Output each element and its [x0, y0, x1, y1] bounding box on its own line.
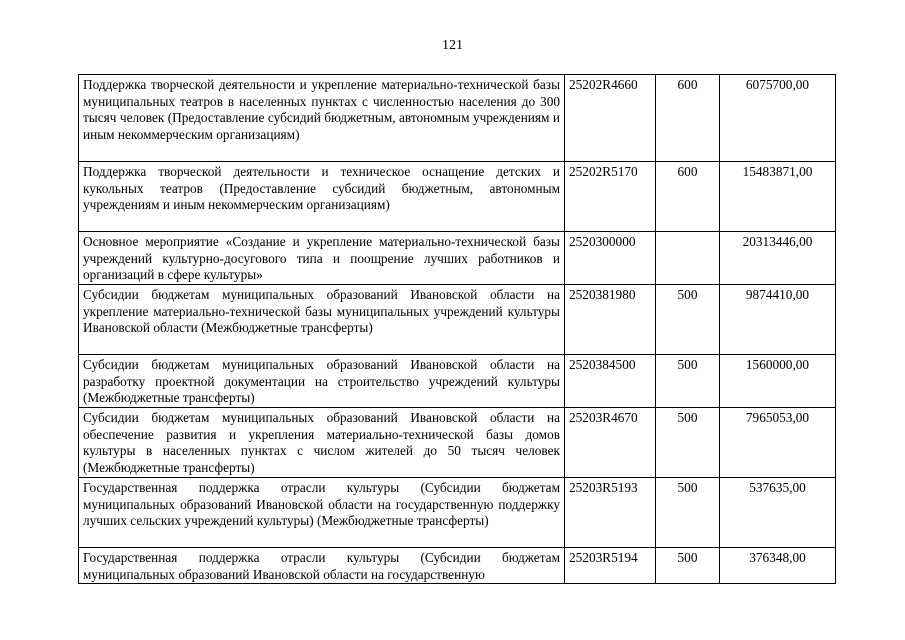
- row-amount: 537635,00: [720, 478, 836, 548]
- table-row: [79, 478, 836, 548]
- table-row: [79, 355, 836, 408]
- table-row: [79, 408, 836, 478]
- row-code: 25203R5193: [565, 478, 656, 548]
- row-description: Поддержка творческой деятельности и укрепление материально-технической базы муниципальных театров в населенных пунктах с численностью населения до 300 тысяч человек (Предоставление субсидий бюджетным, автономным учреждениям и иным некоммерческим организациям): [79, 75, 565, 162]
- row-expense-type: 500: [656, 478, 720, 548]
- row-amount: 376348,00: [720, 548, 836, 584]
- row-expense-type: 500: [656, 408, 720, 478]
- row-amount: 6075700,00: [720, 75, 836, 162]
- row-expense-type: 500: [656, 285, 720, 355]
- row-code: 2520300000: [565, 232, 656, 285]
- row-code: 25203R5194: [565, 548, 656, 584]
- budget-table: [78, 74, 836, 584]
- row-description: Субсидии бюджетам муниципальных образований Ивановской области на обеспечение развития и укрепления материально-технической базы домов культуры в населенных пунктах с числом жителей до 50 тысяч человек (Межбюджетные трансферты): [79, 408, 565, 478]
- row-amount: 20313446,00: [720, 232, 836, 285]
- table-row: [79, 75, 836, 162]
- row-code: 25202R5170: [565, 162, 656, 232]
- row-expense-type: 600: [656, 162, 720, 232]
- row-code: 25203R4670: [565, 408, 656, 478]
- row-amount: 7965053,00: [720, 408, 836, 478]
- row-description: Поддержка творческой деятельности и техническое оснащение детских и кукольных театров (Предоставление субсидий бюджетным, автономным учреждениям и иным некоммерческим организациям): [79, 162, 565, 232]
- table-row: [79, 232, 836, 285]
- row-description: Основное мероприятие «Создание и укрепление материально-технической базы учреждений культурно-досугового типа и поощрение лучших работников и организаций в сфере культуры»: [79, 232, 565, 285]
- row-expense-type: [656, 232, 720, 285]
- row-code: 25202R4660: [565, 75, 656, 162]
- row-code: 2520384500: [565, 355, 656, 408]
- row-expense-type: 500: [656, 355, 720, 408]
- row-amount: 1560000,00: [720, 355, 836, 408]
- row-description: Государственная поддержка отрасли культуры (Субсидии бюджетам муниципальных образований Ивановской области на государственную: [79, 548, 565, 584]
- row-amount: 15483871,00: [720, 162, 836, 232]
- page-number: 121: [442, 38, 463, 53]
- table-row: [79, 162, 836, 232]
- row-description: Субсидии бюджетам муниципальных образований Ивановской области на укрепление материально-технической базы муниципальных учреждений культуры Ивановской области (Межбюджетные трансферты): [79, 285, 565, 355]
- table-row: [79, 285, 836, 355]
- row-expense-type: 500: [656, 548, 720, 584]
- row-expense-type: 600: [656, 75, 720, 162]
- row-code: 2520381980: [565, 285, 656, 355]
- row-description: Субсидии бюджетам муниципальных образований Ивановской области на разработку проектной документации на строительство учреждений культуры (Межбюджетные трансферты): [79, 355, 565, 408]
- table-row: [79, 548, 836, 584]
- row-description: Государственная поддержка отрасли культуры (Субсидии бюджетам муниципальных образований Ивановской области на государственную поддержку лучших сельских учреждений культуры) (Межбюджетные трансферты): [79, 478, 565, 548]
- row-amount: 9874410,00: [720, 285, 836, 355]
